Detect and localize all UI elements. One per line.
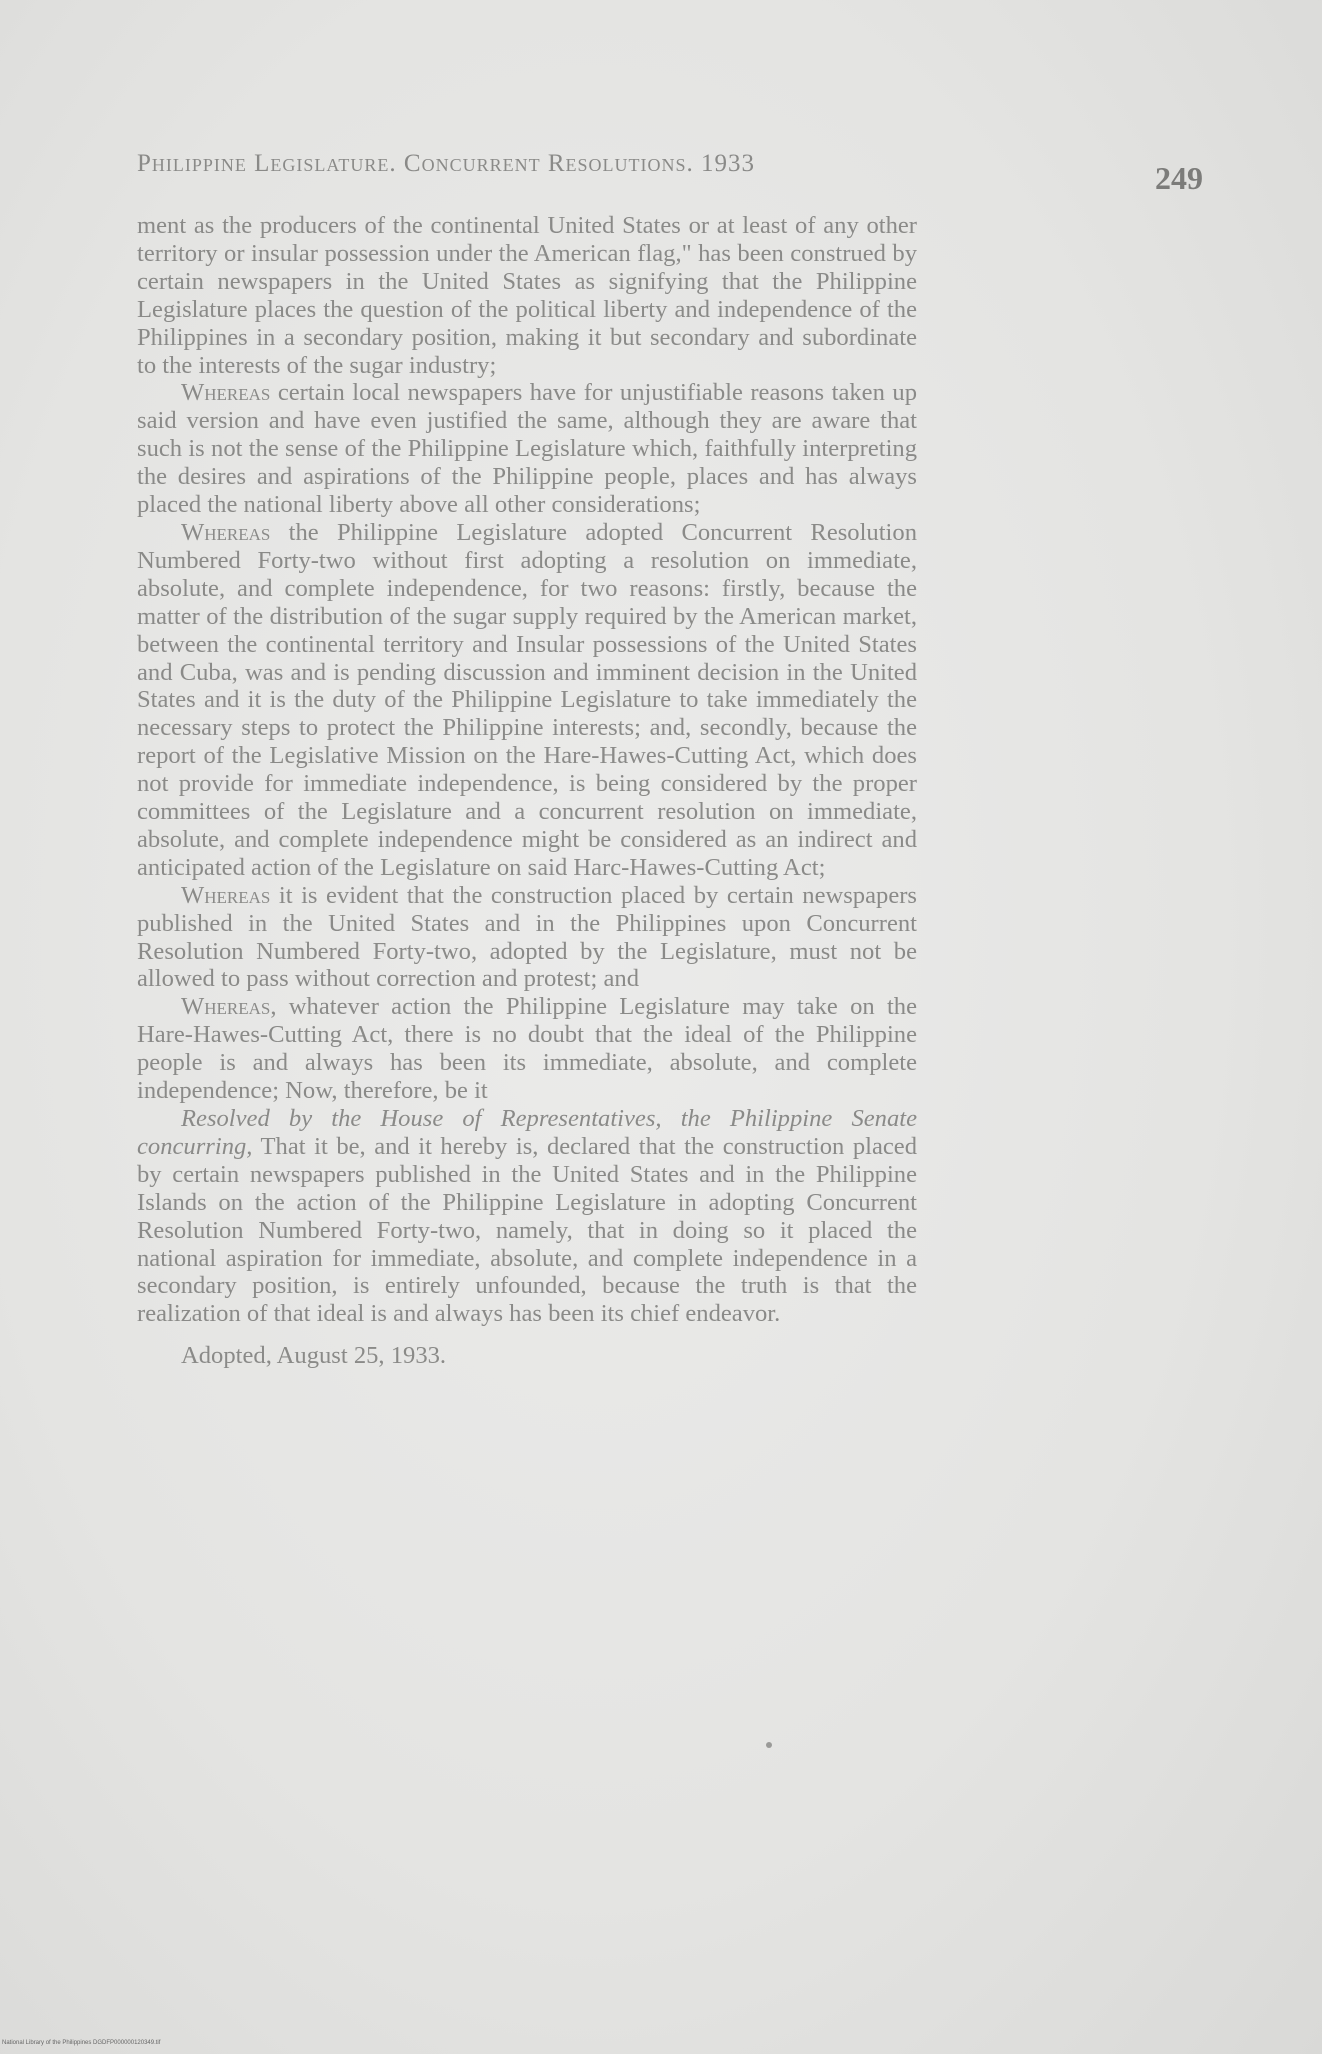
whereas-clause-3 [137,882,917,994]
clause-lead: Whereas [181,881,271,909]
clause-text: certain local newspapers have for unjustifiable reasons taken up said version and have even justified the same, although they are aware that such is not the sense of the Philippine Legislature which, faithfully interpreting the desires and aspirations of the Philippine people, places and has always placed the national liberty above all other considerations; [137,379,917,519]
resolved-clause [137,1105,917,1328]
ink-speck [766,1742,772,1748]
resolution-body [137,212,917,1370]
scan-credit: National Library of the Philippines DGDFP000000120349.tif [2,2040,161,2046]
whereas-clause-2 [137,519,917,882]
paragraph-text: ment as the producers of the continental United States or at least of any other territory or insular possession under the American flag," has been construed by certain newspapers in the United States as signifying that the Philippine Legislature places the question of the political liberty and independence of the Philippines in a secondary position, making it but secondary and subordinate to the interests of the sugar industry; [137,212,917,379]
clause-lead: Whereas, [181,993,277,1021]
paragraph-continuation [137,212,917,379]
clause-text: That it be, and it hereby is, declared that the construction placed by certain newspapers published in the United States and in the Philippine Islands on the action of the Philippine Legislature in adopting Concurrent Resolution Numbered Forty-two, namely, that in doing so it placed the national aspiration for immediate, absolute, and complete independence in a secondary position, is entirely unfounded, because the truth is that the realization of that ideal is and always has been its chief endeavor. [137,1132,917,1328]
whereas-clause-4 [137,993,917,1105]
page-number: 249 [1155,160,1203,196]
running-head: Philippine Legislature. Concurrent Resolutions. 1933 [137,150,756,177]
whereas-clause-1 [137,379,917,519]
adopted-date: Adopted, August 25, 1933. [181,1342,447,1370]
clause-lead: Whereas [181,379,271,407]
clause-lead: Whereas [181,518,271,546]
clause-text: whatever action the Philippine Legislature may take on the Hare-Hawes-Cutting Act, there is no doubt that the ideal of the Philippine people is and always has been its immediate, absolute, and complete independence; Now, therefore, be it [137,993,917,1105]
clause-text: it is evident that the construction placed by certain newspapers published in the United States and in the Philippines upon Concurrent Resolution Numbered Forty-two, adopted by the Legislature, must not be allowed to pass without correction and protest; and [137,881,917,993]
clause-text: the Philippine Legislature adopted Concurrent Resolution Numbered Forty-two without first adopting a resolution on immediate, absolute, and complete independence, for two reasons: firstly, because the matter of the distribution of the sugar supply required by the American market, between the continental territory and Insular possessions of the United States and Cuba, was and is pending discussion and imminent decision in the United States and it is the duty of the Philippine Legislature to take immediately the necessary steps to protect the Philippine interests; and, secondly, because the report of the Legislative Mission on the Hare-Hawes-Cutting Act, which does not provide for immediate independence, is being considered by the proper committees of the Legislature and a concurrent resolution on immediate, absolute, and complete independence might be considered as an indirect and anticipated action of the Legislature on said Harc-Hawes-Cutting Act; [137,518,917,881]
clause-lead: Resolved by the House of Representatives, the Philippine Senate concurring, [137,1105,917,1160]
